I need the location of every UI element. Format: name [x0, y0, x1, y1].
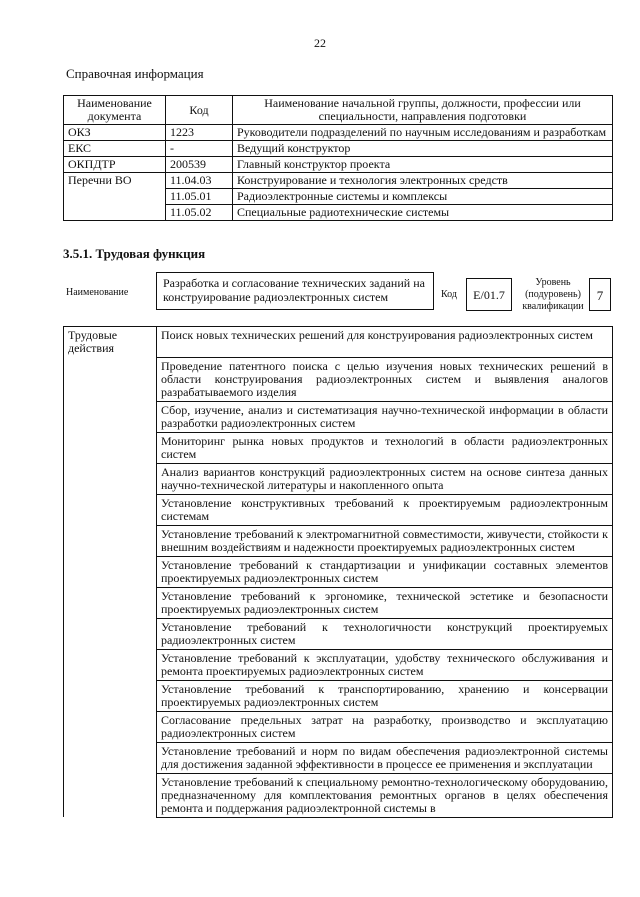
labor-action-item: Сбор, изучение, анализ и систематизация научно-технической информации в области разработки радиоэлектронных систем — [157, 401, 613, 432]
table-row — [64, 525, 613, 556]
cell-document: Перечни ВО — [64, 173, 166, 189]
cell-name: Ведущий конструктор — [233, 141, 613, 157]
labor-action-item: Установление требований к эргономике, технической эстетике и безопасности проектируемых радиоэлектронных систем — [157, 587, 613, 618]
labor-actions-label-cell — [64, 711, 157, 742]
table-row — [64, 711, 613, 742]
cell-name: Радиоэлектронные системы и комплексы — [233, 189, 613, 205]
labor-actions-table — [63, 326, 613, 818]
cell-code: 1223 — [166, 125, 233, 141]
labor-action-item: Установление требований и норм по видам обеспечения радиоэлектронной системы для достижения заданной эффективности в процессе ее применения и эксплуатации — [157, 742, 613, 773]
cell-name: Главный конструктор проекта — [233, 157, 613, 173]
labor-action-item: Установление требований к стандартизации и унификации составных элементов проектируемых радиоэлектронных систем — [157, 556, 613, 587]
labor-action-item: Установление конструктивных требований к проектируемым радиоэлектронным системам — [157, 494, 613, 525]
table-row — [64, 157, 613, 173]
labor-action-item: Установление требований к транспортированию, хранению и консервации проектируемых радиоэлектронных систем — [157, 680, 613, 711]
reference-table-header — [64, 96, 613, 125]
labor-action-item: Анализ вариантов конструкций радиоэлектронных систем на основе синтеза данных научно-технической литературы и накопленного опыта — [157, 463, 613, 494]
table-row — [64, 587, 613, 618]
cell-name: Руководители подразделений по научным исследованиям и разработкам — [233, 125, 613, 141]
table-row — [64, 401, 613, 432]
table-row — [64, 649, 613, 680]
section-title: 3.5.1. Трудовая функция — [63, 246, 206, 261]
labor-action-item: Согласование предельных затрат на разработку, производство и эксплуатацию радиоэлектронных систем — [157, 711, 613, 742]
table-row — [64, 205, 613, 221]
cell-name: Конструирование и технология электронных средств — [233, 173, 613, 189]
table-row — [64, 680, 613, 711]
table-row — [64, 173, 613, 189]
cell-document: ЕКС — [64, 141, 166, 157]
table-row — [64, 494, 613, 525]
table-row — [64, 432, 613, 463]
labor-action-item: Установление требований к эксплуатации, удобству технического обслуживания и ремонта проектируемых радиоэлектронных систем — [157, 649, 613, 680]
cell-name: Специальные радиотехнические системы — [233, 205, 613, 221]
table-row — [64, 189, 613, 205]
labor-action-item: Установление требований к технологичности конструкций проектируемых радиоэлектронных систем — [157, 618, 613, 649]
labor-actions-label-cell — [64, 401, 157, 432]
labor-action-item: Мониторинг рынка новых продуктов и технологий в области радиоэлектронных систем — [157, 432, 613, 463]
labor-action-item: Установление требований к специальному ремонтно-технологическому оборудованию, предназначенному для комплектования ремонтных органов в целях обеспечения ремонта и поддержания радиоэлектронной системы в — [157, 773, 613, 817]
labor-actions-label-cell — [64, 649, 157, 680]
reference-heading: Справочная информация — [66, 66, 204, 81]
cell-code: 200539 — [166, 157, 233, 173]
header-name: Наименование начальной группы, должности, профессии или специальности, направления подготовки — [233, 96, 613, 125]
cell-document: ОКЗ — [64, 125, 166, 141]
labor-action-item: Установление требований к электромагнитной совместимости, живучести, стойкости к внешним воздействиям и надежности проектируемых радиоэлектронных систем — [157, 525, 613, 556]
table-row — [64, 125, 613, 141]
qualification-level-value: 7 — [589, 278, 611, 311]
table-row — [64, 357, 613, 401]
cell-document — [64, 189, 166, 205]
cell-code: 11.04.03 — [166, 173, 233, 189]
labor-actions-label-cell — [64, 525, 157, 556]
table-row — [64, 327, 613, 358]
labor-action-item: Поиск новых технических решений для конструирования радиоэлектронных систем — [157, 327, 613, 358]
labor-actions-label-cell — [64, 773, 157, 817]
labor-actions-label-cell — [64, 357, 157, 401]
table-row — [64, 141, 613, 157]
cell-document: ОКПДТР — [64, 157, 166, 173]
table-row — [64, 742, 613, 773]
table-row — [64, 618, 613, 649]
labor-actions-label-cell — [64, 680, 157, 711]
labor-actions-label-cell — [64, 556, 157, 587]
labor-actions-label-cell — [64, 494, 157, 525]
cell-code: 11.05.02 — [166, 205, 233, 221]
labor-actions-label-cell — [64, 742, 157, 773]
labor-actions-label-cell — [64, 587, 157, 618]
function-code-value: E/01.7 — [466, 278, 512, 311]
labor-action-item: Проведение патентного поиска с целью изучения новых технических решений в области конструирования радиоэлектронных систем и выявления аналогов разрабатываемого изделия — [157, 357, 613, 401]
cell-document — [64, 205, 166, 221]
cell-code: - — [166, 141, 233, 157]
labor-actions-label: Трудовые действия — [64, 327, 157, 358]
cell-code: 11.05.01 — [166, 189, 233, 205]
table-row — [64, 463, 613, 494]
function-code-label: Код — [441, 289, 457, 300]
qualification-level-label: Уровень (подуровень) квалификации — [522, 277, 584, 312]
reference-table — [63, 95, 613, 221]
labor-actions-label-cell — [64, 432, 157, 463]
header-code: Код — [166, 96, 233, 125]
labor-actions-label-cell — [64, 618, 157, 649]
table-row — [64, 556, 613, 587]
labor-actions-label-cell — [64, 463, 157, 494]
page-number: 22 — [314, 36, 326, 50]
function-name-label: Наименование — [66, 287, 129, 298]
function-name-value: Разработка и согласование технических заданий на конструирование радиоэлектронных систем — [156, 272, 434, 310]
table-row — [64, 773, 613, 817]
header-document: Наименование документа — [64, 96, 166, 125]
